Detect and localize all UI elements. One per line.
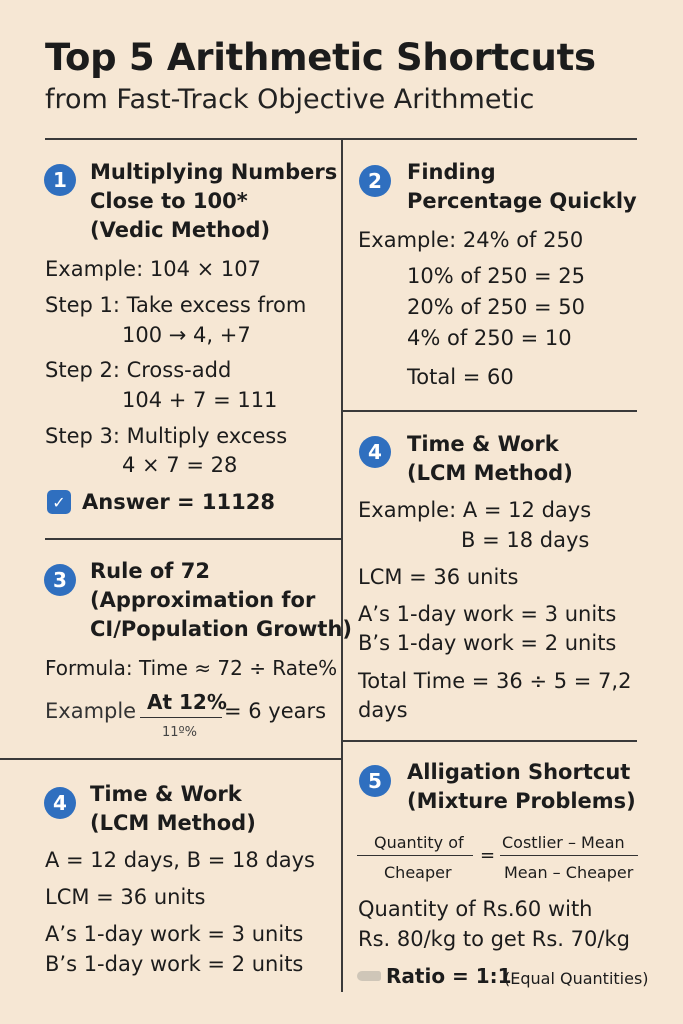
- lcm-text: LCM = 36 units: [358, 565, 519, 589]
- number-badge-2: 2: [359, 165, 391, 197]
- section-title-line: CI/Population Growth): [90, 617, 352, 641]
- section-title-line: Time & Work: [90, 782, 242, 806]
- fraction-right-denominator: Mean – Cheaper: [504, 863, 634, 882]
- total-text: days: [358, 698, 408, 722]
- ratio-note: (Equal Quantities): [504, 969, 649, 988]
- number-badge-4: 4: [44, 787, 76, 819]
- section-title-line: Alligation Shortcut: [407, 760, 631, 784]
- equals-sign: =: [480, 845, 496, 866]
- work-text: B’s 1-day work = 2 units: [45, 952, 304, 976]
- question-text: Rs. 80/kg to get Rs. 70/kg: [358, 927, 630, 951]
- fraction-bar-right: [500, 855, 638, 856]
- example-text: Example: 24% of 250: [358, 228, 584, 252]
- fraction-left-denominator: Cheaper: [384, 863, 452, 882]
- work-text: B’s 1-day work = 2 units: [358, 631, 617, 655]
- work-text: A’s 1-day work = 3 units: [358, 602, 617, 626]
- question-text: Quantity of Rs.60 with: [358, 897, 593, 921]
- example-text: Example: A = 12 days: [358, 498, 592, 522]
- example-text: Example: 104 × 107: [45, 257, 261, 281]
- step-text: 4 × 7 = 28: [122, 453, 238, 477]
- example-text: B = 18 days: [461, 528, 590, 552]
- fraction-bar: [140, 717, 222, 718]
- section-title-line: (LCM Method): [90, 811, 256, 835]
- fraction-bar-left: [357, 855, 473, 856]
- number-badge-3: 3: [44, 564, 76, 596]
- calc-line: 4% of 250 = 10: [407, 326, 572, 350]
- fraction-left-numerator: Quantity of: [374, 833, 464, 852]
- fraction-denominator: 11º%: [162, 725, 198, 740]
- divider-right-1: [341, 410, 637, 412]
- divider-right-2: [341, 740, 637, 742]
- section-title-line: (Vedic Method): [90, 218, 271, 242]
- section-title-line: Time & Work: [407, 432, 559, 456]
- days-text: A = 12 days, B = 18 days: [45, 848, 315, 872]
- column-divider: [341, 140, 343, 992]
- step-text: Step 2: Cross-add: [45, 358, 232, 382]
- lcm-text: LCM = 36 units: [45, 885, 206, 909]
- page-title: Top 5 Arithmetic Shortcuts: [45, 36, 596, 79]
- calc-line: 10% of 250 = 25: [407, 264, 586, 288]
- step-text: 100 → 4, +7: [122, 323, 251, 347]
- ratio-text: Ratio = 1:1: [386, 964, 512, 988]
- check-icon: ✓: [47, 490, 71, 514]
- number-badge-5: 5: [359, 765, 391, 797]
- section-title-line: Finding: [407, 160, 496, 184]
- number-badge-1: 1: [44, 164, 76, 196]
- section-title-line: Percentage Quickly: [407, 189, 637, 213]
- section-title-line: (Mixture Problems): [407, 789, 636, 813]
- divider-left-2: [0, 758, 341, 760]
- section-title-line: Multiplying Numbers: [90, 160, 338, 184]
- step-text: 104 + 7 = 111: [122, 388, 278, 412]
- example-result: = 6 years: [224, 699, 327, 723]
- fraction-right-numerator: Costlier – Mean: [502, 833, 625, 852]
- total-text: Total = 60: [407, 365, 514, 389]
- step-text: Step 1: Take excess from: [45, 293, 307, 317]
- work-text: A’s 1-day work = 3 units: [45, 922, 304, 946]
- formula-text: Formula: Time ≈ 72 ÷ Rate%: [45, 656, 338, 680]
- page-subtitle: from Fast-Track Objective Arithmetic: [45, 84, 535, 115]
- total-text: Total Time = 36 ÷ 5 = 7,2: [358, 669, 632, 693]
- section-title-line: (Approximation for: [90, 588, 316, 612]
- section-title-line: (LCM Method): [407, 461, 573, 485]
- step-text: Step 3: Multiply excess: [45, 424, 288, 448]
- number-badge-4: 4: [359, 436, 391, 468]
- calc-line: 20% of 250 = 50: [407, 295, 586, 319]
- section-title-line: Rule of 72: [90, 559, 210, 583]
- fraction-numerator: At 12%: [147, 690, 227, 714]
- answer-text: Answer = 11128: [82, 490, 275, 514]
- pointing-hand-icon: [357, 971, 381, 981]
- example-label: Example: [45, 699, 137, 723]
- section-title-line: Close to 100*: [90, 189, 248, 213]
- divider-left-1: [45, 538, 341, 540]
